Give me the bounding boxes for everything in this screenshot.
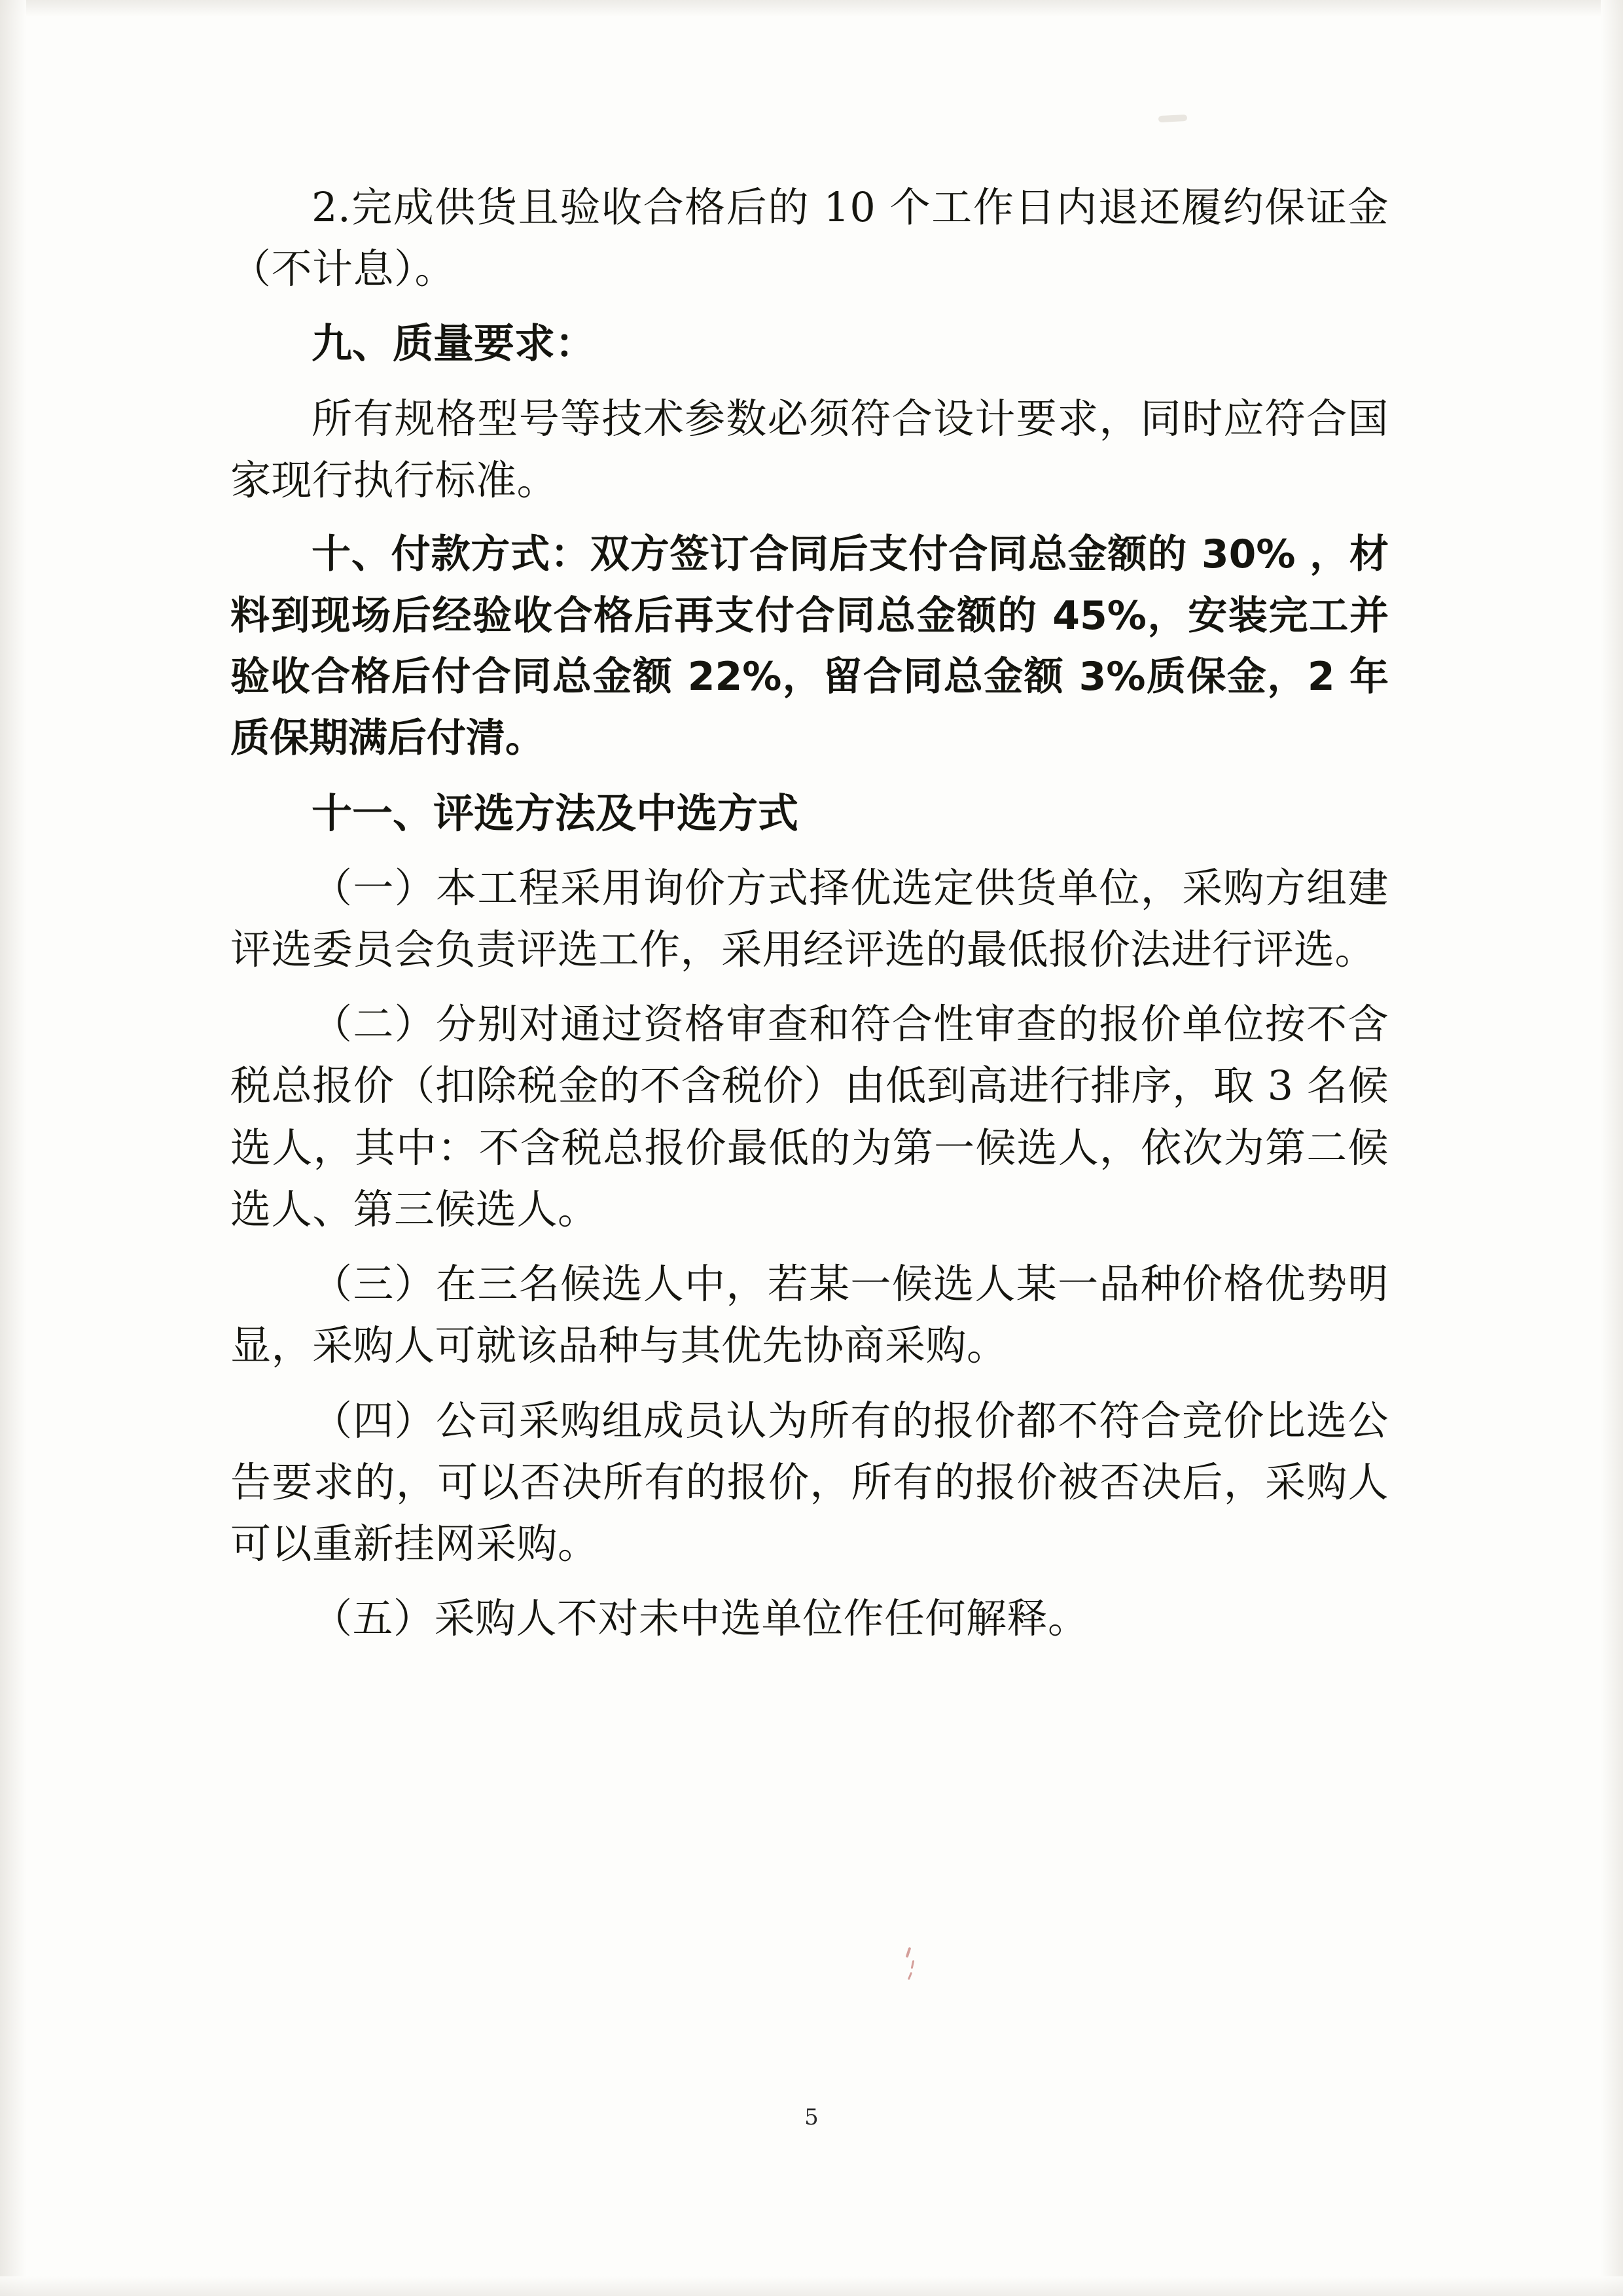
paragraph-selection-item-3: （三）在三名候选人中，若某一候选人某一品种价格优势明显，采购人可就该品种与其优先协商采购。 bbox=[230, 1260, 1389, 1370]
heading-selection-method: 十一、评选方法及中选方式 bbox=[312, 789, 799, 837]
paragraph-selection-item-4: （四）公司采购组成员认为所有的报价都不符合竞价比选公告要求的，可以否决所有的报价，所有的报价被否决后，采购人可以重新挂网采购。 bbox=[230, 1396, 1389, 1568]
paragraph-selection-item-1: （一）本工程采用询价方式择优选定供货单位，采购方组建评选委员会负责评选工作，采用经评选的最低报价法进行评选。 bbox=[230, 863, 1389, 974]
red-ink-mark bbox=[903, 1947, 920, 1986]
scan-smudge bbox=[1158, 115, 1187, 122]
paragraph-payment-terms: 十、付款方式：双方签订合同后支付合同总金额的 30% ，材料到现场后经验收合格后再支付合同总金额的 45%，安装完工并验收合格后付合同总金额 22%，留合同总金额 3%质保金，2 年质保期满后付清。 bbox=[230, 531, 1389, 761]
scan-edge-top bbox=[0, 0, 1623, 17]
paragraph-selection-item-5: （五）采购人不对未中选单位作任何解释。 bbox=[312, 1594, 1089, 1643]
scan-edge-right bbox=[1601, 0, 1623, 2296]
scan-edge-left bbox=[0, 0, 26, 2296]
paragraph-refund: 2.完成供货且验收合格后的 10 个工作日内退还履约保证金（不计息）。 bbox=[230, 183, 1389, 293]
scan-edge-bottom bbox=[0, 2276, 1623, 2296]
page-number: 5 bbox=[804, 2104, 819, 2130]
paragraph-quality-body: 所有规格型号等技术参数必须符合设计要求，同时应符合国家现行执行标准。 bbox=[230, 394, 1389, 504]
document-body bbox=[230, 177, 1389, 1654]
paragraph-selection-item-2: （二）分别对通过资格审查和符合性审查的报价单位按不含税总报价（扣除税金的不含税价）由低到高进行排序，取 3 名候选人，其中：不含税总报价最低的为第一候选人，依次为第二候选人、第三候选人。 bbox=[230, 1000, 1389, 1233]
heading-quality-requirements: 九、质量要求： bbox=[312, 319, 596, 368]
